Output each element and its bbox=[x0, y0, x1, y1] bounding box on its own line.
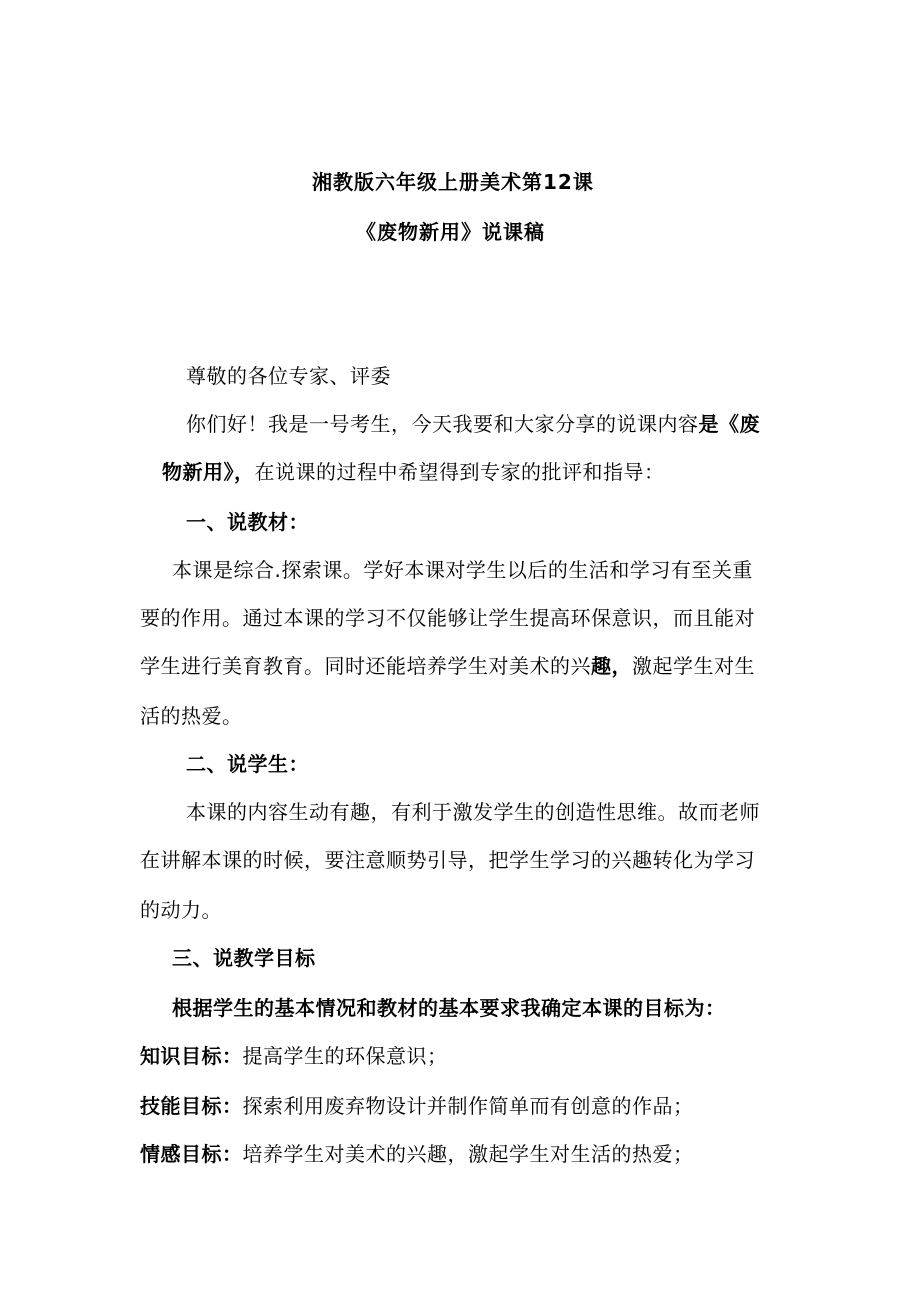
intro-line-1 bbox=[186, 410, 760, 438]
section-students-line: 在讲解本课的时候，要注意顺势引导，把学生学习的兴趣转化为学习 bbox=[140, 848, 755, 872]
section-textbook-line: 要的作用。通过本课的学习不仅能够让学生提高环保意识，而且能对 bbox=[140, 606, 755, 630]
document-subtitle: 《废物新用》说课稿 bbox=[356, 220, 545, 244]
section-heading-students: 二、说学生： bbox=[186, 752, 309, 776]
intro-bold: 是《废 bbox=[698, 412, 760, 436]
goal-label: 知识目标： bbox=[140, 1044, 243, 1068]
section-textbook-line: 学生进行美育教育。同时还能培养学生对美术的兴趣，激起学生对生 bbox=[140, 654, 755, 678]
goals-intro: 根据学生的基本情况和教材的基本要求我确定本课的目标为： bbox=[172, 996, 726, 1020]
intro-bold-title: 物新用》， bbox=[162, 460, 255, 484]
goal-label: 技能目标： bbox=[140, 1094, 243, 1118]
goal-text: 探索利用废弃物设计并制作简单而有创意的作品； bbox=[242, 1094, 694, 1118]
intro-line-2 bbox=[162, 458, 665, 486]
document-title: 湘教版六年级上册美术第12课 bbox=[312, 170, 594, 194]
intro-text-end: 在说课的过程中希望得到专家的批评和指导： bbox=[254, 460, 665, 484]
section-students-line: 的动力。 bbox=[140, 898, 222, 922]
goal-text: 培养学生对美术的兴趣，激起学生对生活的热爱； bbox=[242, 1142, 694, 1166]
section-textbook-line: 活的热爱。 bbox=[140, 704, 243, 728]
section-textbook-line: 本课是综合.探索课。学好本课对学生以后的生活和学习有至关重 bbox=[172, 558, 753, 582]
goal-label: 情感目标： bbox=[140, 1142, 243, 1166]
greeting: 尊敬的各位专家、评委 bbox=[186, 364, 391, 388]
goal-skill bbox=[140, 1092, 694, 1120]
goal-knowledge bbox=[140, 1042, 448, 1070]
goal-text: 提高学生的环保意识； bbox=[242, 1044, 448, 1068]
section-students-line: 本课的内容生动有趣，有利于激发学生的创造性思维。故而老师 bbox=[186, 800, 760, 824]
section-heading-textbook: 一、说教材： bbox=[186, 510, 309, 534]
section-heading-goals: 三、说教学目标 bbox=[172, 946, 316, 970]
intro-text: 你们好！我是一号考生，今天我要和大家分享的说课内容 bbox=[186, 412, 699, 436]
goal-emotion bbox=[140, 1140, 694, 1168]
